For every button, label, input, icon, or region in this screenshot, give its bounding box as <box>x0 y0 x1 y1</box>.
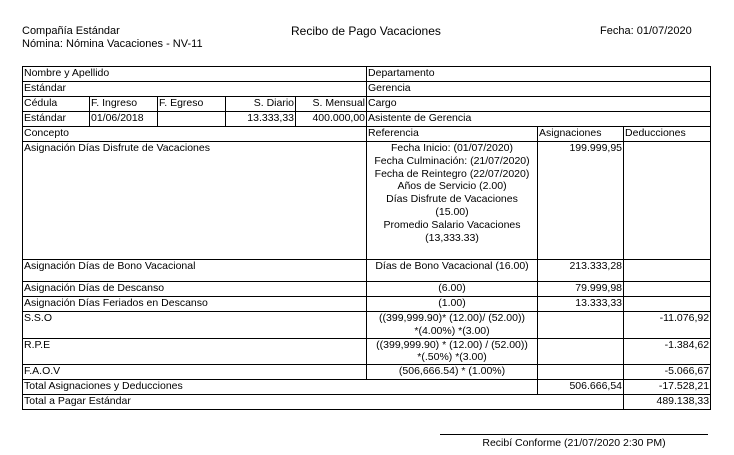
row-concept: R.P.E <box>23 338 367 365</box>
egreso-value <box>158 112 226 127</box>
ingreso-label: F. Ingreso <box>90 97 158 112</box>
cedula-label: Cédula <box>23 97 90 112</box>
row-assignment: 213.333,28 <box>538 260 624 282</box>
name-value: Estándar <box>23 82 367 97</box>
row-assignment: 199.999,95 <box>538 142 624 260</box>
table-row <box>23 142 711 260</box>
reference-line: (15.00) <box>435 205 469 218</box>
totals-assignments: 506.666,54 <box>538 380 624 395</box>
company-name: Compañía Estándar <box>22 25 120 37</box>
row-concept: Asignación Días Disfrute de Vacaciones <box>23 142 367 260</box>
sdiario-value: 13.333,33 <box>226 112 296 127</box>
receipt-table <box>22 66 711 410</box>
table-row <box>23 297 711 312</box>
reference-line: Promedio Salario Vacaciones <box>383 218 521 231</box>
net-pay-value: 489.138,33 <box>624 395 711 410</box>
reference-line: ((399,999.90)* (12.00)/ (52.00)) <box>379 312 525 324</box>
department-value: Gerencia <box>367 82 711 97</box>
employee-labels-row <box>23 67 711 82</box>
reference-line: (6.00) <box>438 282 466 294</box>
signature-line <box>440 434 708 435</box>
reference-line: Años de Servicio (2.00) <box>397 180 507 193</box>
reference-line: Días Disfrute de Vacaciones <box>386 193 518 206</box>
table-row <box>23 312 711 339</box>
reference-line: Fecha Inicio: (01/07/2020) <box>391 142 514 154</box>
row-deduction: -11.076,92 <box>624 312 711 339</box>
page-title: Recibo de Pago Vacaciones <box>291 24 441 38</box>
receipt-date <box>600 25 692 37</box>
reference-line: *(4.00%) *(3.00) <box>414 324 490 337</box>
row-reference <box>367 282 538 297</box>
column-headers-row <box>23 127 711 142</box>
sdiario-label: S. Diario <box>226 97 296 112</box>
row-concept: Asignación Días de Descanso <box>23 282 367 297</box>
row-assignment: 13.333,33 <box>538 297 624 312</box>
employee-detail-values-row <box>23 112 711 127</box>
row-reference <box>367 260 538 282</box>
row-reference <box>367 297 538 312</box>
name-label: Nombre y Apellido <box>23 67 367 82</box>
reference-line: Fecha Culminación: (21/07/2020) <box>374 154 530 167</box>
row-deduction <box>624 260 711 282</box>
reference-line: (13,333.33) <box>425 231 479 244</box>
row-deduction <box>624 142 711 260</box>
row-deduction <box>624 297 711 312</box>
row-reference <box>367 365 538 380</box>
row-assignment <box>538 365 624 380</box>
row-concept: Asignación Días de Bono Vacacional <box>23 260 367 282</box>
egreso-label: F. Egreso <box>158 97 226 112</box>
table-row <box>23 338 711 365</box>
date-value: 01/07/2020 <box>636 25 692 37</box>
cedula-value: Estándar <box>23 112 90 127</box>
deductions-header: Deducciones <box>624 127 711 142</box>
cargo-value: Asistente de Gerencia <box>367 112 711 127</box>
table-row <box>23 260 711 282</box>
totals-deductions: -17.528,21 <box>624 380 711 395</box>
concept-header: Concepto <box>23 127 367 142</box>
row-concept: F.A.O.V <box>23 365 367 380</box>
signature-text: Recibí Conforme (21/07/2020 2:30 PM) <box>482 437 666 449</box>
row-concept: S.S.O <box>23 312 367 339</box>
row-assignment <box>538 312 624 339</box>
row-reference <box>367 338 538 365</box>
table-row <box>23 282 711 297</box>
smensual-label: S. Mensual <box>296 97 367 112</box>
row-assignment: 79.999,98 <box>538 282 624 297</box>
concept-rows <box>23 142 711 380</box>
assignments-header: Asignaciones <box>538 127 624 142</box>
totals-row <box>23 380 711 395</box>
smensual-value: 400.000,00 <box>296 112 367 127</box>
row-deduction: -1.384,62 <box>624 338 711 365</box>
reference-line: ((399,999.90) * (12.00) / (52.00)) <box>376 338 528 351</box>
reference-line: Fecha de Reintegro (22/07/2020) <box>374 167 530 180</box>
reference-header: Referencia <box>367 127 538 142</box>
reference-line: *(.50%) *(3.00) <box>417 351 487 364</box>
ingreso-value: 01/06/2018 <box>90 112 158 127</box>
row-assignment <box>538 338 624 365</box>
net-pay-row <box>23 395 711 410</box>
row-reference <box>367 312 538 339</box>
reference-line: Días de Bono Vacacional (16.00) <box>375 260 529 272</box>
date-label: Fecha: <box>600 25 634 37</box>
row-deduction: -5.066,67 <box>624 365 711 380</box>
reference-line: (506,666.54) * (1.00%) <box>398 365 506 378</box>
department-label: Departamento <box>367 67 711 82</box>
row-deduction <box>624 282 711 297</box>
totals-label: Total Asignaciones y Deducciones <box>23 380 538 395</box>
payroll-name: Nómina: Nómina Vacaciones - NV-11 <box>22 38 203 50</box>
employee-detail-labels-row <box>23 97 711 112</box>
reference-line: (1.00) <box>438 297 466 309</box>
net-pay-label: Total a Pagar Estándar <box>23 395 624 410</box>
row-reference <box>367 142 538 260</box>
employee-values-row <box>23 82 711 97</box>
table-row <box>23 365 711 380</box>
row-concept: Asignación Días Feriados en Descanso <box>23 297 367 312</box>
cargo-label: Cargo <box>367 97 711 112</box>
